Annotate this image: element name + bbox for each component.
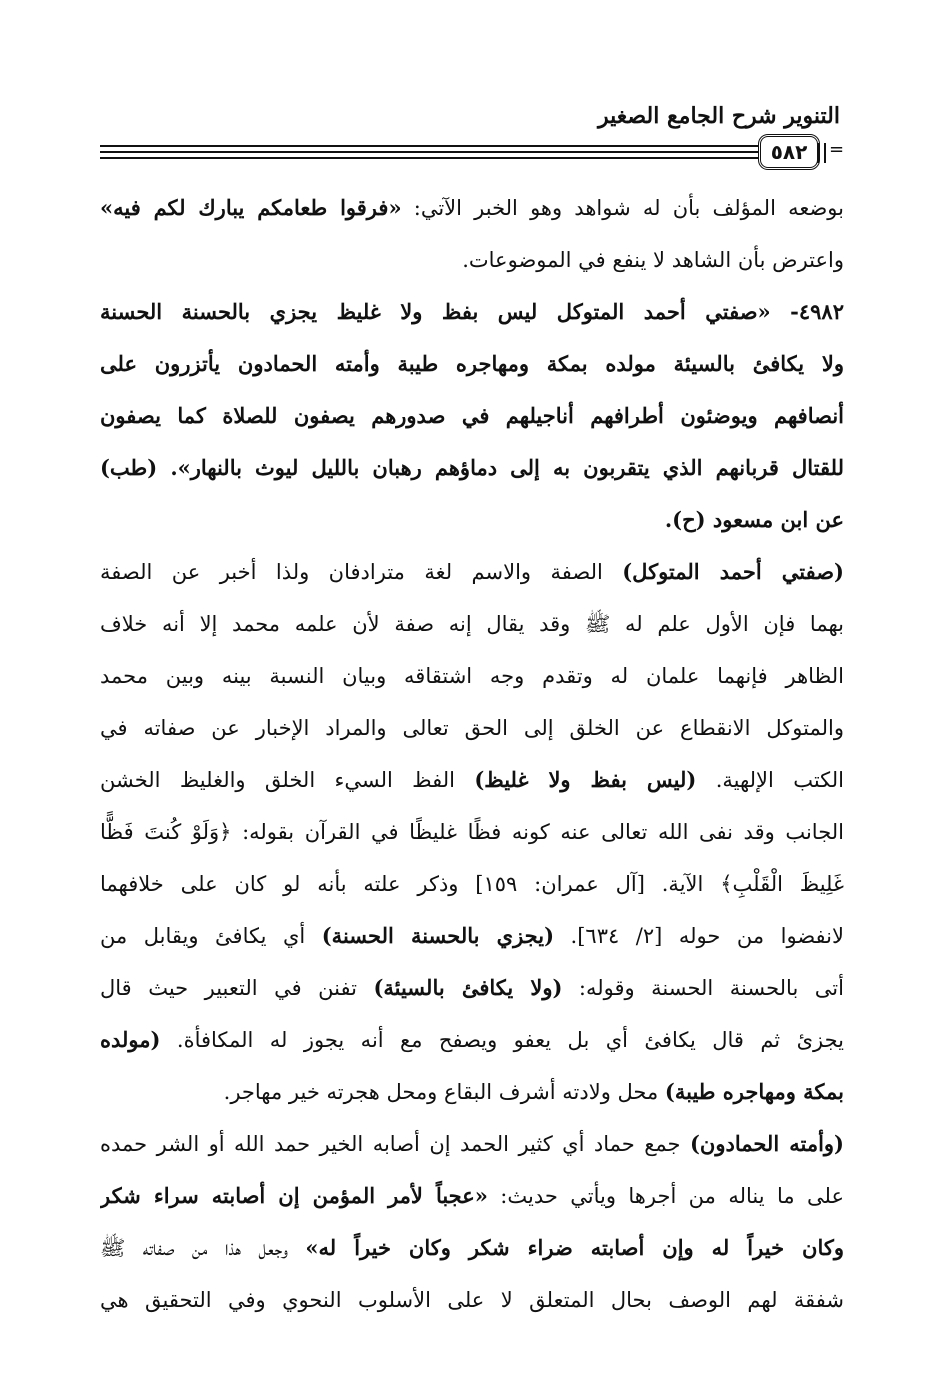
- bold-text-segment: عن ابن مسعود (ح).: [664, 507, 844, 532]
- bold-text-segment: (يجزي بالحسنة الحسنة): [321, 923, 555, 948]
- text-line: [100, 1066, 844, 1118]
- text-line: [100, 390, 844, 442]
- text-line: [100, 1222, 844, 1274]
- text-segment: غَلِيظَ الْقَلْبِ﴾ الآية. [آل عمران: ١٥٩] وذكر علته بأنه لو كان على خلافهما: [100, 872, 844, 896]
- text-segment: وجعل هذا من صفاته ﷺ: [100, 1236, 306, 1260]
- text-line: [100, 1274, 844, 1326]
- text-line: [100, 546, 844, 598]
- text-line: [100, 182, 844, 234]
- bold-text-segment: وكان خيراً له وإن أصابته ضراء شكر وكان خيراً له»: [305, 1235, 844, 1260]
- bold-text-segment: للقتال قربانهم الذي يتقربون به إلى دماؤهم رهبان بالليل ليوث بالنهار».: [170, 455, 844, 480]
- text-segment: على ما يناله من أجرها ويأتي حديث:: [487, 1184, 844, 1208]
- text-segment: تفنن في التعبير حيث قال: [100, 976, 374, 1000]
- text-segment: الظاهر فإنهما علمان له وتقدم وجه اشتقاقه وبيان النسبة بينه وبين محمد: [100, 664, 844, 688]
- bold-text-segment: «فرقوا طعامكم يبارك لكم فيه»: [100, 195, 402, 220]
- bold-text-segment: (صفتي أحمد المتوكل): [622, 559, 844, 584]
- text-segment: الكتب الإلهية.: [696, 768, 844, 792]
- text-line: [100, 754, 844, 806]
- text-segment: الجانب وقد نفى الله تعالى عنه كونه فظًا غليظًا في القرآن بقوله: ﴿وَلَوْ كُنتَ فَظًّا: [100, 820, 844, 844]
- bold-text-segment: (ولا يكافئ بالسيئة): [373, 975, 563, 1000]
- text-line: [100, 286, 844, 338]
- text-line: [100, 858, 844, 910]
- page-number: ٥٨٢: [758, 134, 820, 170]
- body-text: [100, 182, 844, 1326]
- bold-text-segment: (ليس بفظ ولا غليظ): [474, 767, 697, 792]
- text-line: [100, 806, 844, 858]
- bold-text-segment: (مولده: [100, 1027, 161, 1052]
- text-segment: الفظ السيء الخلق والغليظ الخشن: [100, 768, 475, 792]
- text-segment: بوضعه المؤلف بأن له شواهد وهو الخبر الآتي:: [401, 196, 844, 220]
- bold-text-segment: ولا يكافئ بالسيئة مولده بمكة ومهاجره طيبة وأمته الحمادون يأتزرون على: [100, 351, 844, 376]
- text-line: [100, 650, 844, 702]
- text-line: [100, 234, 844, 286]
- bold-text-segment: «عجباً لأمر المؤمن إن أصابته سراء شكر: [100, 1183, 488, 1208]
- bold-text-segment: (طب): [100, 455, 171, 480]
- text-segment: شفقة لهم الوصف بحال المتعلق لا على الأسلوب النحوي وفي التحقيق هي: [100, 1288, 844, 1312]
- text-segment: محل ولادته أشرف البقاع ومحل هجرته خير مهاجر.: [223, 1080, 665, 1104]
- text-segment: الصفة والاسم لغة مترادفان ولذا أخبر عن الصفة: [100, 560, 623, 584]
- header-rule-bottom: [100, 157, 758, 159]
- header-rule-top: [100, 145, 758, 147]
- text-line: [100, 494, 844, 546]
- bold-text-segment: أنصافهم ويوضئون أطرافهم أناجيلهم في صدورهم يصفون للصلاة كما يصفون: [100, 403, 844, 428]
- bold-text-segment: ٤٩٨٢- «صفتي أحمد المتوكل ليس بفظ ولا غليظ يجزي بالحسنة الحسنة: [100, 299, 844, 324]
- header-rule-middle: [100, 151, 758, 153]
- text-line: [100, 1014, 844, 1066]
- text-segment: أتى بالحسنة الحسنة وقوله:: [562, 976, 844, 1000]
- text-line: [100, 910, 844, 962]
- text-line: [100, 702, 844, 754]
- text-segment: والمتوكل الانقطاع عن الخلق إلى الحق تعالى والمراد الإخبار عن صفاته في: [100, 716, 844, 740]
- text-segment: جمع حماد أي كثير الحمد إن أصابه الخير حمد الله أو الشر حمده: [100, 1132, 690, 1156]
- text-line: [100, 338, 844, 390]
- text-line: [100, 962, 844, 1014]
- text-segment: أي يكافئ ويقابل من: [100, 924, 322, 948]
- text-line: [100, 1170, 844, 1222]
- text-line: [100, 598, 844, 650]
- text-line: [100, 1118, 844, 1170]
- bold-text-segment: (وأمته الحمادون): [689, 1131, 844, 1156]
- text-segment: يجزئ ثم قال يكافئ أي بل يعفو ويصفح مع أنه يجوز له المكافأة.: [160, 1028, 844, 1052]
- page-number-ornament: =: [829, 139, 845, 160]
- bold-text-segment: بمكة ومهاجره طيبة): [664, 1079, 844, 1104]
- text-line: [100, 442, 844, 494]
- running-title: التنوير شرح الجامع الصغير: [598, 103, 840, 129]
- text-segment: لانفضوا من حوله [٢/ ٦٣٤].: [554, 924, 844, 948]
- text-segment: واعترض بأن الشاهد لا ينفع في الموضوعات.: [462, 248, 844, 272]
- text-segment: بهما فإن الأول علم له ﷺ وقد يقال إنه صفة لأن علمه محمد إلا أنه خلاف: [100, 612, 844, 636]
